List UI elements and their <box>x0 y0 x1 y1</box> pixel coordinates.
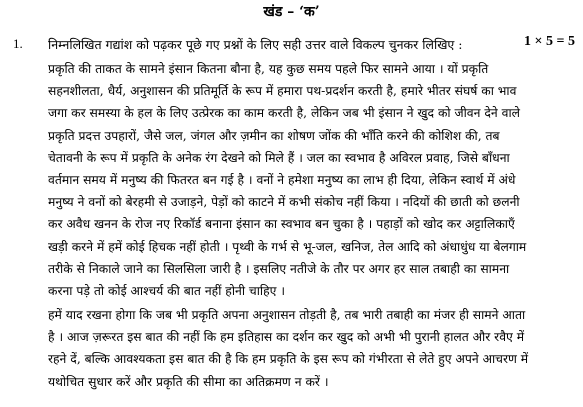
question-number: 1. <box>13 36 23 51</box>
passage-line: यथोचित सुधार करें और प्रकृति की सीमा का अतिक्रमण न करें । <box>48 374 329 389</box>
passage <box>48 58 580 393</box>
passage-line: हमें याद रखना होगा कि जब भी प्रकृति अपना अनुशासन तोड़ती है, तब भारी तबाही का मंजर ही सामने आता <box>48 308 526 323</box>
passage-line: जगा कर समस्या के हल के लिए उत्प्रेरक का काम करती है, लेकिन जब भी इंसान ने खुद को जीवन देने वाले <box>48 106 520 121</box>
passage-paragraph-1 <box>48 58 580 302</box>
passage-line: है । आज ज़रूरत इस बात की नहीं कि हम इतिहास का दर्शन कर खुद को अभी भी पुरानी हालत और रवैए में <box>48 330 525 345</box>
question-instruction: निम्नलिखित गद्यांश को पढ़कर पूछे गए प्रश्नों के लिए सही उत्तर वाले विकल्प चुनकर लिखिए : <box>48 37 463 52</box>
question-marks: 1 × 5 = 5 <box>524 34 575 49</box>
passage-line: कर अवैध खनन के रोज नए रिकॉर्ड बनाना इंसान का स्वभाव बन चुका है । पहाड़ों को खोद कर अट्टालिकाएँ <box>48 217 515 232</box>
passage-line: करना पड़े तो कोई आश्चर्य की बात नहीं होनी चाहिए । <box>48 283 286 298</box>
passage-line: रहने दें, बल्कि आवश्यकता इस बात की है कि हम प्रकृति के इस रूप को गंभीरता से लेते हुए अपने आचरण में <box>48 352 529 367</box>
passage-line: वर्तमान समय में मनुष्य की फितरत बन गई है । वनों ने हमेशा मनुष्य का लाभ ही दिया, लेकिन स्वार्थ में अंधे <box>48 172 516 187</box>
passage-line: तरीके से निकाले जाने का सिलसिला जारी है । इसलिए नतीजे के तौर पर अगर हर साल तबाही का सामना <box>48 261 510 276</box>
passage-line: मनुष्य ने वनों को बेरहमी से उजाड़ने, पेड़ों को काटने में कभी संकोच नहीं किया । नदियों की छाती को छलनी <box>48 195 520 210</box>
passage-line: खड़ी करने में हमें कोई हिचक नहीं होती । पृथ्वी के गर्भ से भू-जल, खनिज, तेल आदि को अंधाधुंध या बेलगाम <box>48 239 527 254</box>
passage-line: प्रकृति प्रदत्त उपहारों, जैसे जल, जंगल और ज़मीन का शोषण जोंक की भाँति करने की कोशिश की, तब <box>48 128 500 143</box>
passage-paragraph-2 <box>48 304 580 393</box>
passage-line: प्रकृति की ताकत के सामने इंसान कितना बौना है, यह कुछ समय पहले फिर सामने आया । यों प्रकृति <box>48 62 489 76</box>
section-title: खंड – ‘क’ <box>263 4 320 20</box>
passage-line: चेतावनी के रूप में प्रकृति के अनेक रंग देखने को मिले हैं । जल का स्वभाव है अविरल प्रवाह, जिसे बाँधना <box>48 150 510 165</box>
passage-line: सहनशीलता, धैर्य, अनुशासन की प्रतिमूर्ति के रूप में हमारा पथ-प्रदर्शन करती है, हमारे भीतर संघर्ष का भाव <box>48 84 517 99</box>
